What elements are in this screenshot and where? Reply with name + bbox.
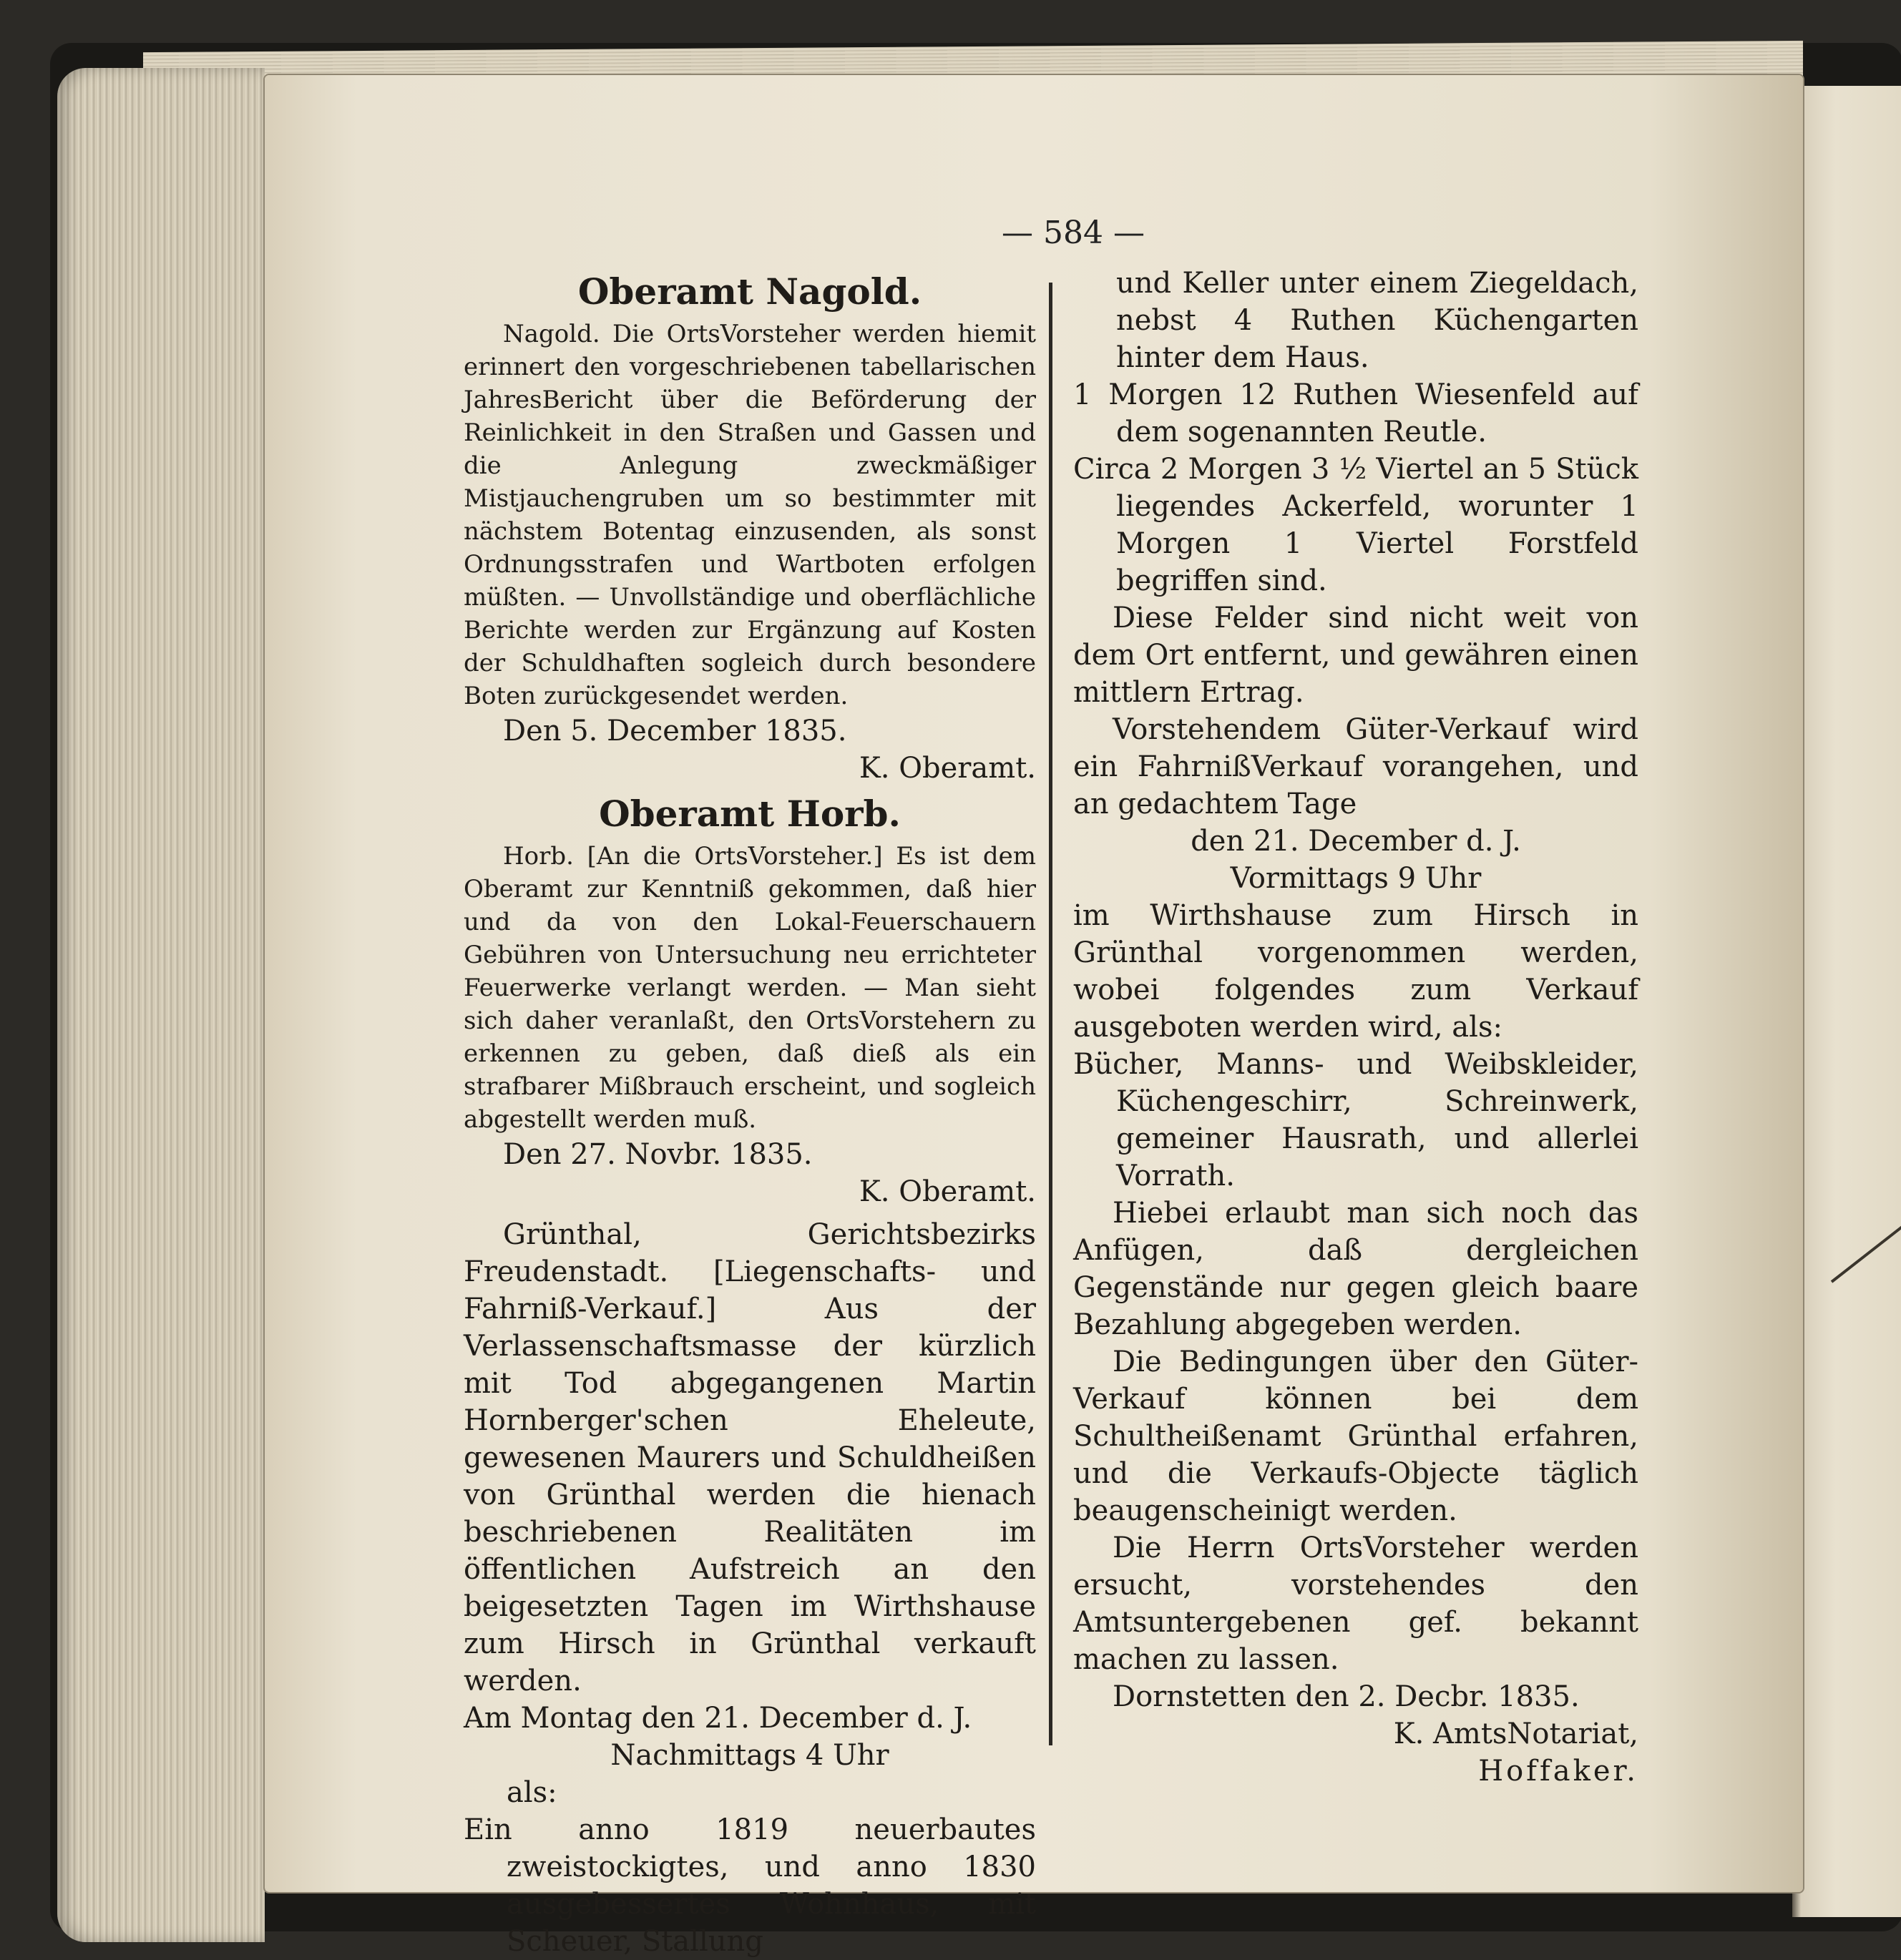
fahrniss-note: Vorstehendem Güter-Verkauf wird ein FahrnißVerkauf vorangehen, und an gedachtem Tage: [1073, 713, 1638, 820]
signature-office: K. AmtsNotariat,: [1393, 1718, 1638, 1750]
date-dornstetten: Dornstetten den 2. Decbr. 1835.: [1113, 1680, 1580, 1713]
page-edges-left: [57, 68, 265, 1942]
signature-nagold: K. Oberamt.: [859, 752, 1036, 785]
facing-page-edge: [1792, 86, 1901, 1917]
conditions-note: Die Bedingungen über den Güter-Verkauf können bei dem Schultheißenamt Grünthal erfahren, und die Verkaufs-Objecte täglich beaugenscheinigt werden.: [1073, 1346, 1638, 1527]
heading-horb: Oberamt Horb.: [599, 793, 901, 835]
item-fahrniss: Bücher, Manns- und Weibskleider, Küchengeschirr, Schreinwerk, gemeiner Hausrath, und allerlei Vorrath.: [1073, 1048, 1638, 1192]
notice-horb: Horb. [An die OrtsVorsteher.] Es ist dem Oberamt zur Kenntniß gekommen, daß hier und da von den Lokal-Feuerschauern Gebühren von Untersuchung neu errichteter Feuerwerke verlangt werden. — Man sieht sich daher veranlaßt, den OrtsVorstehern zu erkennen zu geben, daß dieß als ein strafbarer Mißbrauch erscheint, und sogleich abgestellt werden muß.: [464, 842, 1036, 1134]
sale-time: Nachmittags 4 Uhr: [610, 1739, 889, 1772]
column-rule: [1049, 283, 1052, 1745]
fahrniss-location: im Wirthshause zum Hirsch in Grünthal vorgenommen werden, wobei folgendes zum Verkauf ausgeboten werden wird, als:: [1073, 899, 1638, 1044]
request-note: Die Herrn OrtsVorsteher werden ersucht, vorstehendes den Amtsuntergebenen gef. bekannt machen zu lassen.: [1073, 1532, 1638, 1676]
heading-nagold: Oberamt Nagold.: [577, 270, 922, 313]
date-nagold: Den 5. December 1835.: [503, 715, 847, 748]
right-column: [1073, 265, 1638, 1790]
signature-horb: K. Oberamt.: [859, 1175, 1036, 1208]
fields-note: Diese Felder sind nicht weit von dem Ort entfernt, und gewähren einen mittlern Ertrag.: [1073, 602, 1638, 709]
item-ackerfeld: Circa 2 Morgen 3 ½ Viertel an 5 Stück liegendes Ackerfeld, worunter 1 Morgen 1 Viertel Forstfeld begriffen sind.: [1073, 453, 1638, 597]
date-horb: Den 27. Novbr. 1835.: [503, 1138, 813, 1171]
notice-nagold: Nagold. Die OrtsVorsteher werden hiemit erinnert den vorgeschriebenen tabellarischen JahresBericht über die Beförderung der Reinlichkeit in den Straßen und Gassen und die Anlegung zweckmäßiger Mistjauchengruben um so bestimmter mit nächstem Botentag einzusenden, als sonst Ordnungsstrafen und Wartboten erfolgen müßten. — Unvollständige und oberflächliche Berichte werden zur Ergänzung auf Kosten der Schuldhaften sogleich durch besondere Boten zurückgesendet werden.: [464, 320, 1036, 710]
sale-date: Am Montag den 21. December d. J.: [464, 1702, 972, 1735]
payment-note: Hiebei erlaubt man sich noch das Anfügen, daß dergleichen Gegenstände nur gegen gleich baare Bezahlung abgegeben werden.: [1073, 1197, 1638, 1341]
als-label: als:: [507, 1776, 557, 1809]
page-number: — 584 —: [1002, 215, 1145, 251]
left-column: [464, 265, 1036, 1960]
item-wiesenfeld: 1 Morgen 12 Ruthen Wiesenfeld auf dem sogenannten Reutle.: [1073, 378, 1638, 449]
fahrniss-time: Vormittags 9 Uhr: [1230, 862, 1482, 895]
item-wohnhaus-cont: und Keller unter einem Ziegeldach, nebst 4 Ruthen Küchengarten hinter dem Haus.: [1116, 267, 1638, 374]
item-wohnhaus: Ein anno 1819 neuerbautes zweistockigtes, und anno 1830 ausgebessertes Wohnhaus, mit Scheuer, Stallung: [464, 1813, 1036, 1958]
notice-gruenthal: Grünthal, Gerichtsbezirks Freudenstadt. [Liegenschafts- und Fahrniß-Verkauf.] Aus der Verlassenschaftsmasse der kürzlich mit Tod abgegangenen Martin Hornberger'schen Eheleute, gewesenen Maurers und Schuldheißen von Grünthal werden die hienach beschriebenen Realitäten im öffentlichen Aufstreich an den beigesetzten Tagen im Wirthshause zum Hirsch in Grünthal verkauft werden.: [464, 1218, 1036, 1697]
fahrniss-date: den 21. December d. J.: [1191, 825, 1521, 858]
signature-name: Hoffaker.: [1478, 1755, 1638, 1788]
